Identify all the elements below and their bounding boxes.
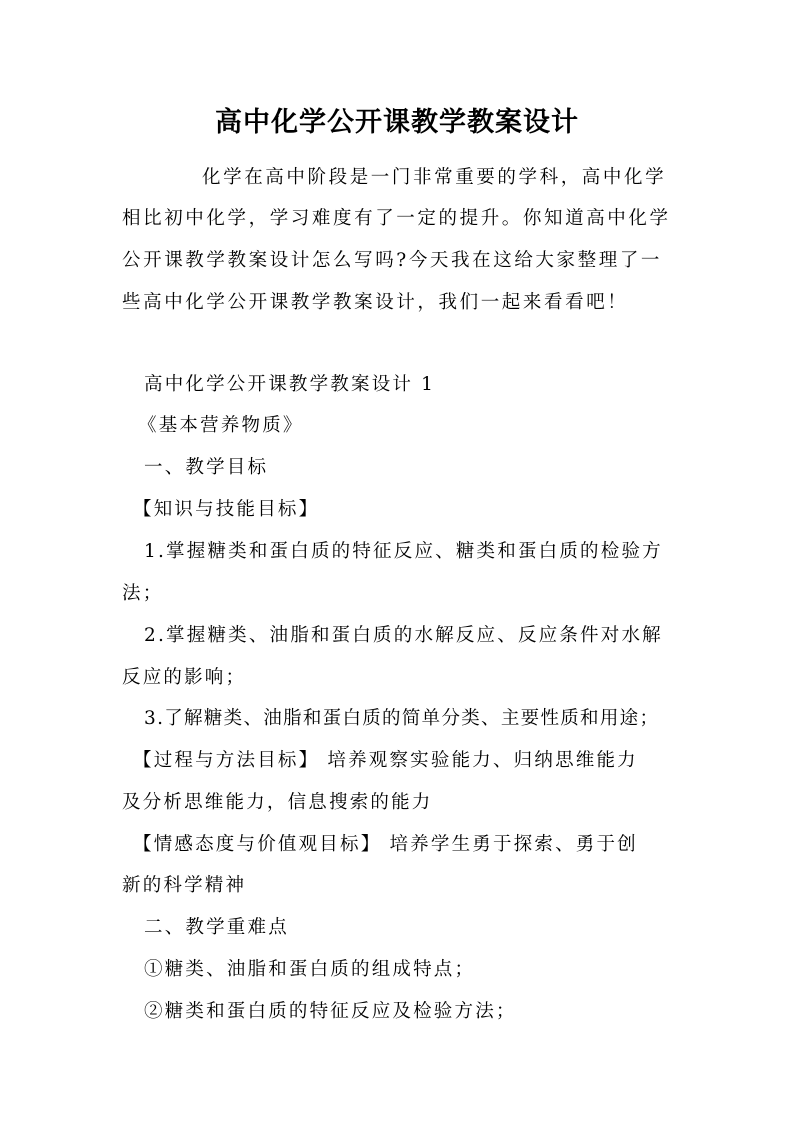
goal-3: 3.了解糖类、油脂和蛋白质的简单分类、主要性质和用途； bbox=[144, 708, 660, 729]
goal-1-line-1: 1.掌握糖类和蛋白质的特征反应、糖类和蛋白质的检验方 bbox=[144, 541, 663, 562]
goal-1-line-2: 法； bbox=[122, 583, 164, 604]
part1-heading: 一、教学目标 bbox=[144, 457, 269, 478]
lesson-title: 《基本营养物质》 bbox=[138, 415, 304, 436]
intro-line-2: 相比初中化学，学习难度有了一定的提升。你知道高中化学 bbox=[122, 208, 671, 229]
process-goal-line-1: 【过程与方法目标】 培养观察实验能力、归纳思维能力 bbox=[133, 750, 638, 771]
process-goal-line-2: 及分析思维能力，信息搜索的能力 bbox=[122, 792, 433, 813]
document-title: 高中化学公开课教学教案设计 bbox=[215, 107, 579, 138]
part2-heading: 二、教学重难点 bbox=[144, 917, 289, 938]
key-point-2: ②糖类和蛋白质的特征反应及检验方法； bbox=[144, 1001, 517, 1022]
intro-line-4: 些高中化学公开课教学教案设计，我们一起来看看吧！ bbox=[122, 292, 629, 313]
emotion-goal-line-2: 新的科学精神 bbox=[122, 875, 247, 896]
goal-2-line-1: 2.掌握糖类、油脂和蛋白质的水解反应、反应条件对水解 bbox=[144, 625, 663, 646]
key-point-1: ①糖类、油脂和蛋白质的组成特点； bbox=[144, 959, 476, 980]
goal-2-line-2: 反应的影响； bbox=[122, 667, 247, 688]
emotion-goal-line-1: 【情感态度与价值观目标】 培养学生勇于探索、勇于创 bbox=[133, 834, 638, 855]
intro-line-1: 化学在高中阶段是一门非常重要的学科，高中化学 bbox=[202, 167, 667, 188]
section-heading: 高中化学公开课教学教案设计 1 bbox=[144, 374, 436, 395]
knowledge-heading: 【知识与技能目标】 bbox=[133, 499, 320, 520]
intro-line-3: 公开课教学教案设计怎么写吗?今天我在这给大家整理了一 bbox=[122, 250, 663, 271]
